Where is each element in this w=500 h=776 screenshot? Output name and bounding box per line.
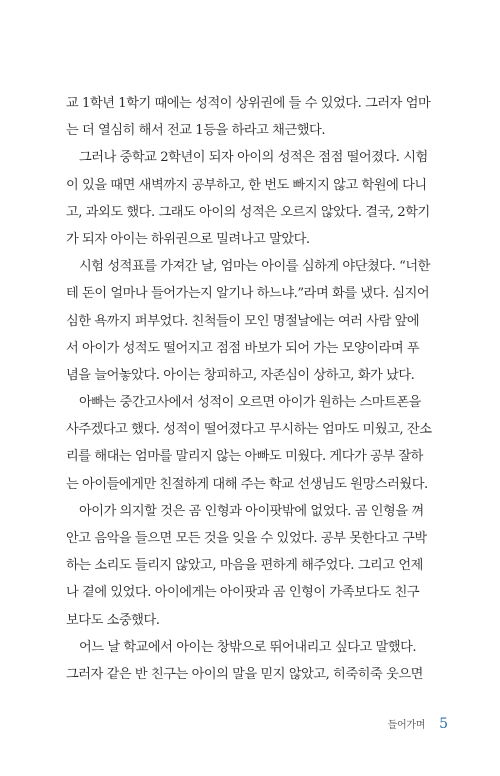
text-line: 사주겠다고 했다. 성적이 떨어졌다고 무시하는 엄마도 미웠고, 잔소 (66, 422, 432, 438)
page-footer (388, 716, 448, 732)
text-line: 보다도 소중했다. (66, 612, 160, 628)
text-line: 그러나 중학교 2학년이 되자 아이의 성적은 점점 떨어졌다. 시험 (79, 150, 428, 166)
text-line: 고, 과외도 했다. 그래도 아이의 성적은 오르지 않았다. 결국, 2학기 (66, 204, 430, 220)
text-line: 리를 해대는 엄마를 말리지 않는 아빠도 미웠다. 게다가 공부 잘하 (66, 449, 423, 465)
body-text (66, 90, 432, 688)
text-line: 테 돈이 얼마나 들어가는지 알기나 하느냐.”라며 화를 냈다. 심지어 (66, 286, 430, 302)
text-line: 는 아이들에게만 친절하게 대해 주는 학교 선생님도 원망스러웠다. (66, 476, 428, 492)
text-line: 어느 날 학교에서 아이는 창밖으로 뛰어내리고 싶다고 말했다. (79, 639, 417, 655)
text-line: 나 곁에 있었다. 아이에게는 아이팟과 곰 인형이 가족보다도 친구 (66, 585, 420, 601)
text-line: 안고 음악을 들으면 모든 것을 잊을 수 있었다. 공부 못한다고 구박 (66, 531, 427, 546)
text-line: 심한 욕까지 퍼부었다. 친척들이 모인 명절날에는 여러 사람 앞에 (66, 313, 420, 329)
text-line: 가 되자 아이는 하위권으로 밀려나고 말았다. (66, 231, 310, 247)
paragraph (66, 634, 432, 688)
text-line: 시험 성적표를 가져간 날, 엄마는 아이를 심하게 야단쳤다. “너한 (79, 259, 430, 275)
text-line: 념을 늘어놓았다. 아이는 창피하고, 자존심이 상하고, 화가 났다. (66, 367, 415, 383)
running-title: 들어가며 (387, 720, 426, 731)
text-line: 는 더 열심히 해서 전교 1등을 하라고 채근했다. (66, 123, 326, 139)
paragraph (66, 498, 432, 634)
text-line: 교 1학년 1학기 때에는 성적이 상위권에 들 수 있었다. 그러자 엄마 (66, 96, 431, 111)
text-line: 아빠는 중간고사에서 성적이 오르면 아이가 원하는 스마트폰을 (79, 395, 421, 411)
text-line: 그러자 같은 반 친구는 아이의 말을 믿지 않았고, 히죽히죽 웃으면 (66, 666, 423, 682)
text-line: 서 아이가 성적도 떨어지고 점점 바보가 되어 가는 모양이라며 푸 (66, 340, 420, 356)
text-line: 하는 소리도 들리지 않았고, 마음을 편하게 해주었다. 그리고 언제 (66, 558, 423, 574)
paragraph (66, 389, 432, 498)
page-number: 5 (439, 716, 448, 732)
paragraph (66, 90, 432, 144)
paragraph (66, 253, 432, 389)
text-line: 아이가 의지할 것은 곰 인형과 아이팟밖에 없었다. 곰 인형을 껴 (79, 503, 424, 519)
text-line: 이 있을 때면 새벽까지 공부하고, 한 번도 빠지지 않고 학원에 다니 (66, 177, 427, 193)
paragraph (66, 144, 432, 253)
